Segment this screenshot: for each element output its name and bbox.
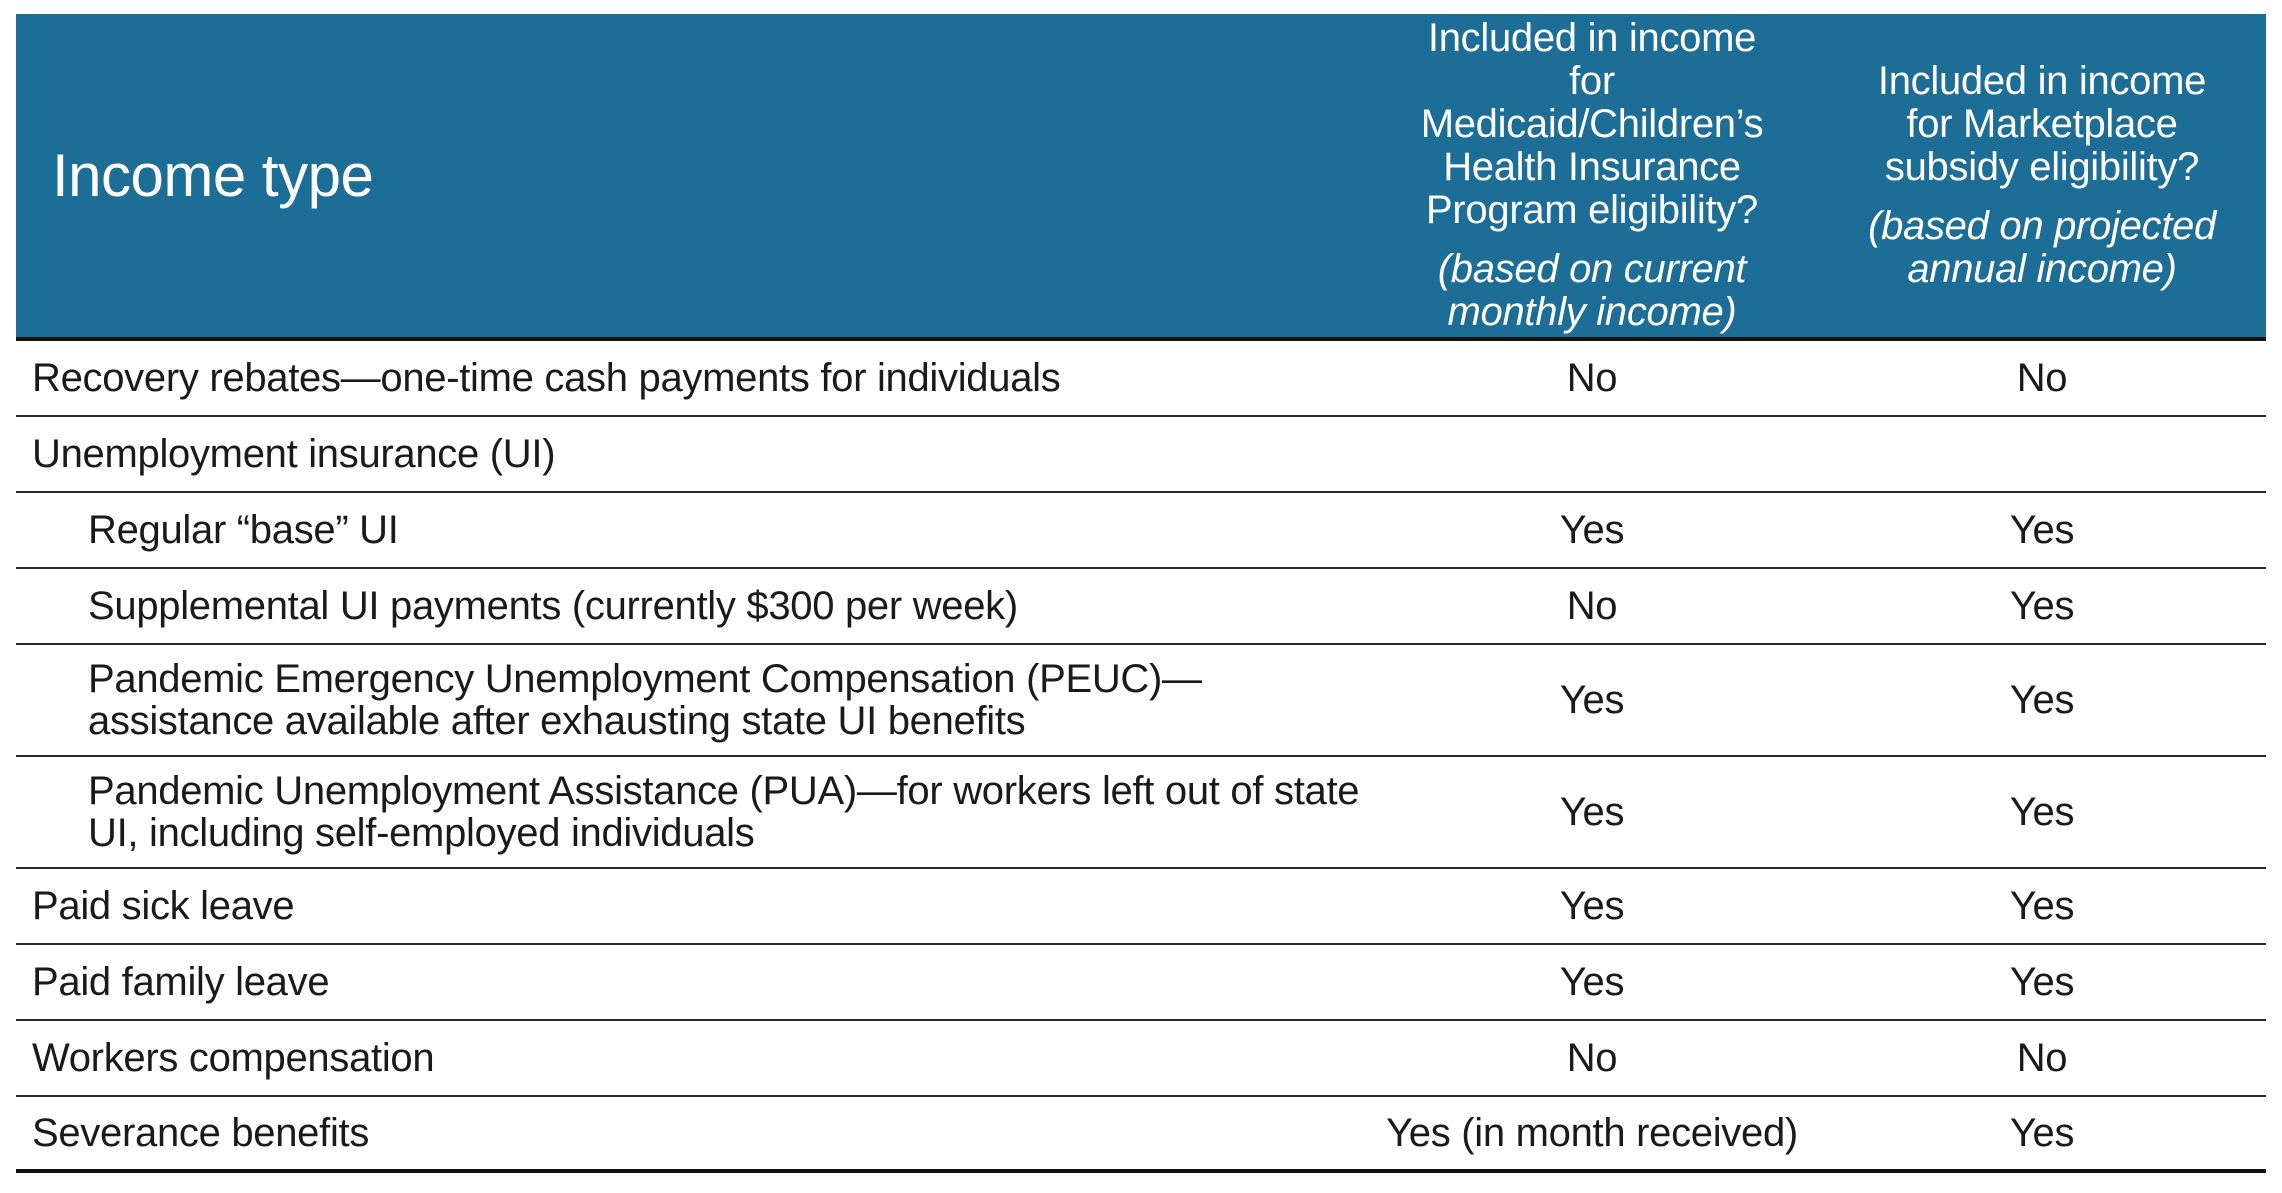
row-marketplace-value: Yes: [2009, 1110, 2075, 1155]
table-row: [16, 757, 2266, 869]
row-medicaid-value: Yes: [1559, 883, 1625, 928]
header-medicaid-question: Included in income for Medicaid/Children’s Health Insurance Program eligibility?: [1420, 16, 1764, 232]
row-label: Workers compensation: [32, 1036, 435, 1080]
table-row: [16, 945, 2266, 1021]
table-row: [16, 1021, 2266, 1097]
table-row: [16, 569, 2266, 645]
row-medicaid-value: Yes: [1559, 789, 1625, 834]
row-medicaid-value: No: [1566, 583, 1618, 628]
table-row: [16, 645, 2266, 757]
row-marketplace-value: Yes: [2009, 883, 2075, 928]
table-row: [16, 417, 2266, 493]
row-marketplace-value: Yes: [2009, 959, 2075, 1004]
row-medicaid-value: Yes: [1559, 507, 1625, 552]
table-row: [16, 341, 2266, 417]
header-income-type: Income type: [52, 142, 374, 209]
table-row: [16, 1097, 2266, 1173]
row-medicaid-value: Yes: [1559, 677, 1625, 722]
row-medicaid-value: [1366, 417, 1818, 491]
row-label: Unemployment insurance (UI): [32, 432, 556, 476]
row-label: Recovery rebates—one-time cash payments for individuals: [32, 356, 1061, 400]
income-eligibility-table: [16, 14, 2266, 1173]
row-marketplace-value: Yes: [2009, 507, 2075, 552]
header-marketplace-question: Included in income for Marketplace subsidy eligibility?: [1877, 59, 2207, 189]
header-medicaid: [1366, 14, 1818, 337]
header-marketplace-basis: (based on projected annual income): [1868, 204, 2216, 291]
row-label: Paid sick leave: [32, 884, 295, 928]
row-label: Supplemental UI payments (currently $300 per week): [88, 584, 1018, 628]
row-marketplace-value: Yes: [2009, 677, 2075, 722]
table-header: [16, 14, 2266, 341]
row-label: Severance benefits: [32, 1111, 370, 1155]
row-marketplace-value: [1818, 417, 2266, 491]
header-marketplace: [1818, 14, 2266, 337]
row-label: Regular “base” UI: [88, 508, 399, 552]
header-medicaid-basis: (based on current monthly income): [1437, 247, 1747, 334]
row-medicaid-value: No: [1566, 355, 1618, 400]
row-marketplace-value: Yes: [2009, 583, 2075, 628]
row-medicaid-value: Yes: [1559, 959, 1625, 1004]
row-medicaid-value: No: [1566, 1035, 1618, 1080]
table-row: [16, 493, 2266, 569]
row-marketplace-value: No: [2016, 355, 2068, 400]
row-marketplace-value: Yes: [2009, 789, 2075, 834]
row-medicaid-value: Yes (in month received): [1386, 1110, 1798, 1155]
row-label: Paid family leave: [32, 960, 330, 1004]
row-marketplace-value: No: [2016, 1035, 2068, 1080]
table-row: [16, 869, 2266, 945]
row-label: Pandemic Unemployment Assistance (PUA)—for workers left out of state UI, including self-employed individuals: [88, 769, 1360, 855]
row-label: Pandemic Emergency Unemployment Compensation (PEUC)—assistance available after exhausting state UI benefits: [88, 657, 1202, 743]
